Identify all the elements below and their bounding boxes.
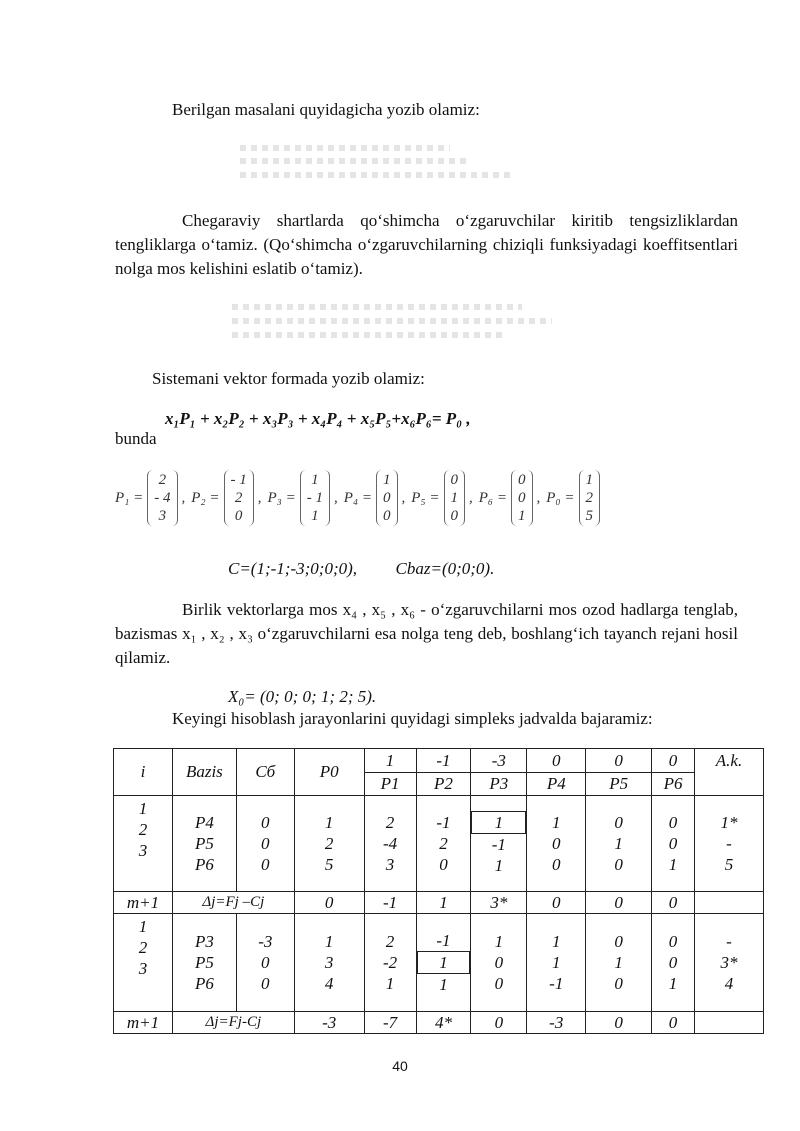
coef-column-value: 1 — [614, 834, 623, 853]
vector-label: P₅ = — [411, 489, 440, 506]
vector-entry: 0 — [383, 508, 391, 524]
vector-column — [444, 470, 466, 526]
coef-column-value: 1 — [385, 974, 395, 993]
vector-entry: 0 — [518, 472, 526, 488]
delta-row-2 — [114, 1012, 764, 1034]
pivot-element: 1 — [471, 811, 526, 834]
basis-cell — [172, 796, 236, 892]
delta-value: -3 — [294, 1012, 364, 1034]
header-i: i — [114, 749, 173, 796]
row-index-value: 3 — [138, 841, 148, 860]
delta-label: m+1 — [114, 892, 173, 914]
coef-column — [416, 796, 471, 892]
coef-column-value: -2 — [382, 953, 398, 972]
coef-cell: 0 — [652, 749, 695, 773]
header-cb: Cб — [236, 749, 294, 796]
coef-column-value: 0 — [552, 834, 561, 853]
p0-cell-value: 1 — [324, 932, 334, 951]
cb-cell-value: 0 — [261, 834, 270, 853]
coef-column — [364, 914, 416, 1012]
delta-value: 0 — [294, 892, 364, 914]
vector-intro: Sistemani vektor formada yozib olamiz: — [152, 369, 425, 388]
vector-label: P₀ = — [546, 489, 575, 506]
delta-value: -1 — [364, 892, 416, 914]
coef-column-value: 1 — [494, 932, 504, 951]
delta-label: m+1 — [114, 1012, 173, 1034]
vector-definitions: P₁ = 2 - 4 3 , P₂ = - 1 2 0 , P₃ = 1 - 1 1 , P₄ = 1 0 0 , P₅ = 0 1 0 , P₆ = 0 0 1 , P₀ = 1 2 5 — [115, 470, 604, 526]
ak-cell-value: 4 — [724, 974, 734, 993]
coef-cell: -1 — [416, 749, 471, 773]
coef-column-value: 1 — [552, 813, 561, 832]
coef-column — [364, 796, 416, 892]
vector-entry: 0 — [234, 508, 243, 524]
delta-value: 0 — [652, 892, 695, 914]
vector-entry: 1 — [518, 508, 526, 524]
coef-column-value: 0 — [614, 974, 623, 993]
vector-equation: x₁P₁ + x₂P₂ + x₃P₃ + x₄P₄ + x₅P₅+x₆P₆= P₀ , — [165, 409, 471, 428]
header-p0: P0 — [294, 749, 364, 796]
header-bazis: Bazis — [172, 749, 236, 796]
var-cell: P4 — [527, 773, 586, 796]
vector-entry: 3 — [158, 508, 167, 524]
vector-column — [376, 470, 398, 526]
coef-column-value: 0 — [614, 813, 623, 832]
var-cell: P2 — [416, 773, 471, 796]
row-index-value: 1 — [138, 799, 148, 818]
vector-label: P₆ = — [478, 489, 507, 506]
ak-cell-value: - — [726, 834, 732, 853]
simplex-table — [113, 748, 764, 1034]
coef-column-value: 1 — [552, 932, 561, 951]
intro-text: Berilgan masalani quyidagicha yozib olamiz: — [172, 100, 480, 119]
delta-value: 0 — [527, 892, 586, 914]
delta-value: 0 — [586, 1012, 652, 1034]
delta-value: 0 — [586, 892, 652, 914]
vector-entry: 0 — [383, 490, 391, 506]
ak-cell-value: - — [726, 932, 732, 951]
coef-column-value: 2 — [385, 813, 395, 832]
basis-cell-value: P3 — [194, 932, 214, 951]
vector-label: P₃ = — [267, 489, 296, 506]
coef-column-value: 2 — [439, 834, 448, 853]
delta-row-1 — [114, 892, 764, 914]
coef-column — [471, 796, 527, 892]
coef-column-value: 0 — [494, 953, 504, 972]
vector-entry: 2 — [585, 490, 593, 506]
ak-cell-value: 5 — [724, 855, 734, 874]
vector-entry: - 1 — [306, 490, 323, 506]
row-index-value: 2 — [138, 820, 148, 839]
delta-empty — [695, 1012, 764, 1034]
var-cell: P3 — [471, 773, 527, 796]
coef-column-value: 0 — [494, 974, 504, 993]
cb-cell-value: 0 — [261, 813, 270, 832]
coef-column — [471, 914, 527, 1012]
delta-formula: Δj=Fj –Cj — [172, 892, 294, 914]
delta-value: 3* — [471, 892, 527, 914]
row-index-value: 1 — [138, 917, 148, 936]
coef-column-value: -1 — [436, 931, 451, 950]
ak-cell-value: 3* — [720, 953, 738, 972]
vector-entry: 0 — [518, 490, 526, 506]
vector-entry: 5 — [585, 508, 593, 524]
coef-cell: 0 — [586, 749, 652, 773]
vector-entry: 2 — [234, 490, 243, 506]
delta-value: 0 — [471, 1012, 527, 1034]
bunda-text: bunda — [115, 429, 157, 448]
coef-column-value: 0 — [552, 855, 561, 874]
p0-cell-value: 2 — [324, 834, 334, 853]
coef-column-value: 0 — [668, 932, 678, 951]
basis-cell-value: P5 — [194, 953, 214, 972]
coef-column-value: 1 — [494, 856, 504, 875]
coef-column-value: 1 — [668, 974, 678, 993]
delta-formula: Δj=Fj-Cj — [172, 1012, 294, 1034]
vector-entry: 1 — [450, 490, 458, 506]
var-cell: P5 — [586, 773, 652, 796]
row-index — [114, 796, 173, 892]
basis-cell-value: P4 — [194, 813, 214, 832]
coef-column-value: 0 — [614, 932, 623, 951]
coef-column-value: -1 — [436, 813, 451, 832]
coef-column — [586, 914, 652, 1012]
cbaz-vector-text: Cbaz=(0;0;0). — [395, 559, 495, 578]
table-block-1 — [114, 796, 764, 892]
x0-plan: X₀= (0; 0; 0; 1; 2; 5). — [228, 687, 377, 706]
coef-column-value: 0 — [668, 834, 678, 853]
delta-value: 1 — [416, 892, 471, 914]
coef-column — [652, 796, 695, 892]
ak-cell — [695, 796, 764, 892]
pivot-element: 1 — [417, 951, 471, 974]
basis-cell-value: P6 — [194, 855, 214, 874]
p0-cell — [294, 914, 364, 1012]
coef-column — [586, 796, 652, 892]
vector-column — [579, 470, 601, 526]
delta-value: 0 — [652, 1012, 695, 1034]
basis-cell-value: P5 — [194, 834, 214, 853]
basis-cell-value: P6 — [194, 974, 214, 993]
coef-column-value — [471, 811, 526, 834]
vector-entry: 1 — [585, 472, 593, 488]
coef-column-value: 2 — [385, 932, 395, 951]
cb-cell — [236, 796, 294, 892]
vector-column — [224, 470, 254, 526]
vector-label: P₂ = — [191, 489, 220, 506]
row-index-value: 3 — [138, 959, 148, 978]
var-cell: P1 — [364, 773, 416, 796]
header-ak: A.k. — [695, 749, 764, 796]
p0-cell-value: 3 — [324, 953, 334, 972]
cb-cell — [236, 914, 294, 1012]
delta-value: -3 — [527, 1012, 586, 1034]
vector-entry: 1 — [383, 472, 391, 488]
coef-column-value: 1 — [614, 953, 623, 972]
coef-column-value: 0 — [614, 855, 623, 874]
p0-cell-value: 5 — [324, 855, 334, 874]
c-vector — [228, 557, 738, 581]
cb-cell-value: 0 — [261, 953, 270, 972]
ak-cell-value: 1* — [720, 813, 738, 832]
p0-cell-value: 1 — [324, 813, 334, 832]
vector-entry: 1 — [311, 472, 319, 488]
coef-cell: -3 — [471, 749, 527, 773]
coef-column-value: 3 — [385, 855, 395, 874]
vector-entry: 0 — [450, 508, 458, 524]
vector-entry: 0 — [450, 472, 458, 488]
coef-column-value: -1 — [549, 974, 564, 993]
cb-cell-value: 0 — [261, 855, 270, 874]
coef-cell: 0 — [527, 749, 586, 773]
table-block-2 — [114, 914, 764, 1012]
coef-column-value — [417, 951, 471, 974]
cb-cell-value: -3 — [258, 932, 273, 951]
vector-column — [147, 470, 177, 526]
vector-column — [511, 470, 533, 526]
p0-cell — [294, 796, 364, 892]
paragraph-2: Birlik vektorlarga mos x₄ , x₅ , x₆ - o‘zgaruvchilarni mos ozod hadlarga tenglab, bazismas x₁ , x₂ , x₃ o‘zgaruvchilarni esa nolga teng deb, boshlang‘ich tayanch rejani hosil qilamiz. — [115, 600, 738, 667]
paragraph-1: Chegaraviy shartlarda qo‘shimcha o‘zgaruvchilar kiritib tengsizliklardan tengliklarga o‘tamiz. (Qo‘shimcha o‘zgaruvchilarning chiziqli funksiyadagi koeffitsentlari nolga mos kelishini eslatib o‘tamiz). — [115, 211, 738, 278]
coef-column-value: 0 — [668, 953, 678, 972]
vector-entry: - 4 — [154, 490, 171, 506]
vector-label: P₄ = — [343, 489, 372, 506]
vector-entry: 1 — [311, 508, 319, 524]
coef-column-value: 0 — [668, 813, 678, 832]
coef-cell: 1 — [364, 749, 416, 773]
row-index-value: 2 — [138, 938, 148, 957]
basis-cell — [172, 914, 236, 1012]
cb-cell-value: 0 — [261, 974, 270, 993]
delta-value: -7 — [364, 1012, 416, 1034]
delta-empty — [695, 892, 764, 914]
vector-entry: - 1 — [230, 472, 247, 488]
p0-cell-value: 4 — [324, 974, 334, 993]
delta-value: 4* — [416, 1012, 471, 1034]
coef-column-value: 1 — [668, 855, 678, 874]
paragraph-3: Keyingi hisoblash jarayonlarini quyidagi simpleks jadvalda bajaramiz: — [172, 709, 653, 728]
vector-column — [300, 470, 330, 526]
ak-cell — [695, 914, 764, 1012]
c-vector-text: C=(1;-1;-3;0;0;0), — [228, 559, 358, 578]
coef-column — [527, 796, 586, 892]
coef-column — [527, 914, 586, 1012]
coef-column — [652, 914, 695, 1012]
coef-column-value: 1 — [439, 975, 448, 994]
vector-entry: 2 — [158, 472, 167, 488]
coef-column-value: -4 — [382, 834, 398, 853]
row-index — [114, 914, 173, 1012]
coef-column-value: 1 — [552, 953, 561, 972]
page-number: 40 — [392, 1058, 408, 1074]
coef-column-value: 0 — [439, 855, 448, 874]
coef-column-value: -1 — [491, 835, 506, 854]
coef-column — [416, 914, 471, 1012]
var-cell: P6 — [652, 773, 695, 796]
vector-label: P₁ = — [115, 489, 144, 506]
